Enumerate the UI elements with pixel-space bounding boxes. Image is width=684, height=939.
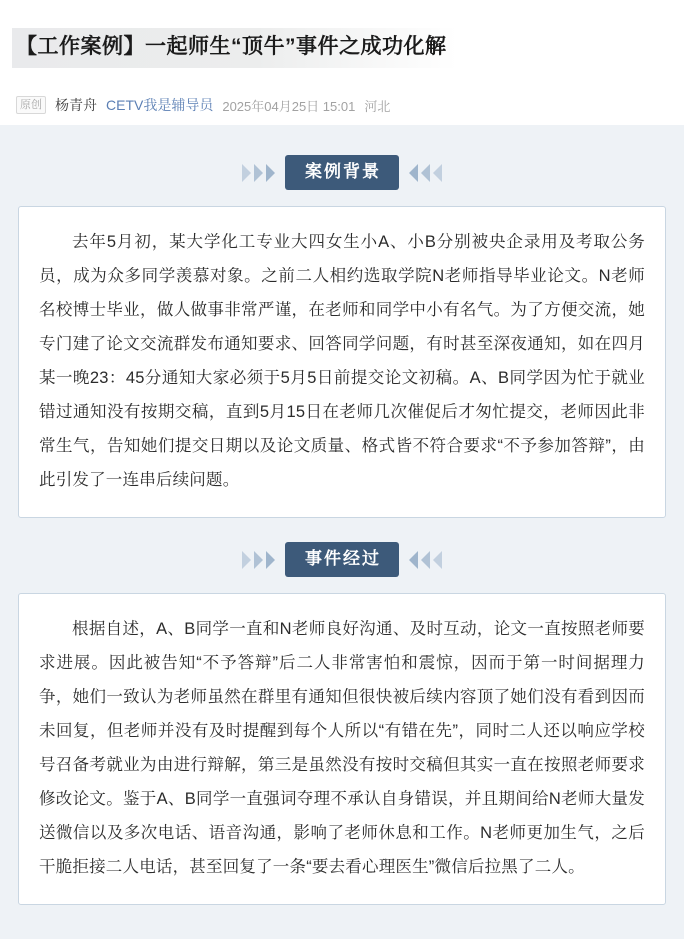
publish-region: 河北: [364, 98, 391, 114]
page-title: 【工作案例】一起师生“顶牛”事件之成功化解: [12, 28, 457, 68]
section-paragraph-process: 根据自述，A、B同学一直和N老师良好沟通、及时互动，论文一直按照老师要求进展。因此被告知“不予答辩”后二人非常害怕和震惊，因而于第一时间据理力争，她们一致认为老师虽然在群里有通知但很快被后续内容顶了她们没有看到因而未回复，但老师并没有及时提醒到每个人所以“有错在先”，同时二人还以响应学校号召备考就业为由进行辩解，第三是虽然没有按时交稿但其实一直在按照老师要求修改论文。鉴于A、B同学一直强词夺理不承认自身错误，并且期间给N老师大量发送微信以及多次电话、语音沟通，影响了老师休息和工作。N老师更加生气，之后干脆拒接二人电话，甚至回复了一条“要去看心理医生”微信后拉黑了二人。: [39, 620, 645, 877]
section-card-background: [18, 206, 666, 518]
article-meta: [0, 82, 684, 125]
author-name: 杨青舟: [55, 97, 97, 114]
publish-time: 2025年04月25日 15:01: [222, 98, 356, 114]
left-arrows-icon: [242, 164, 275, 182]
section-card-process: [18, 593, 666, 905]
section-paragraph-background: 去年5月初，某大学化工专业大四女生小A、小B分别被央企录用及考取公务员，成为众多同学羡慕对象。之前二人相约选取学院N老师指导毕业论文。N老师名校博士毕业，做人做事非常严谨，在老师和同学中小有名气。为了方便交流，她专门建了论文交流群发布通知要求、回答同学问题，有时甚至深夜通知，如在四月某一晚23：45分通知大家必须于5月5日前提交论文初稿。A、B同学因为忙于就业错过通知没有按期交稿，直到5月15日在老师几次催促后才匆忙提交，老师因此非常生气，告知她们提交日期以及论文质量、格式皆不符合要求“不予参加答辩”，由此引发了一连串后续问题。: [39, 233, 645, 490]
title-container: [0, 0, 684, 82]
account-link[interactable]: CETV我是辅导员: [106, 97, 214, 114]
right-arrows-icon: [409, 164, 442, 182]
section-header-background: [18, 155, 666, 190]
original-badge: 原创: [16, 96, 46, 114]
section-header-process: [18, 542, 666, 577]
left-arrows-icon: [242, 551, 275, 569]
article-body: [0, 125, 684, 939]
section-title-background: 案例背景: [285, 155, 399, 190]
section-title-process: 事件经过: [285, 542, 399, 577]
right-arrows-icon: [409, 551, 442, 569]
